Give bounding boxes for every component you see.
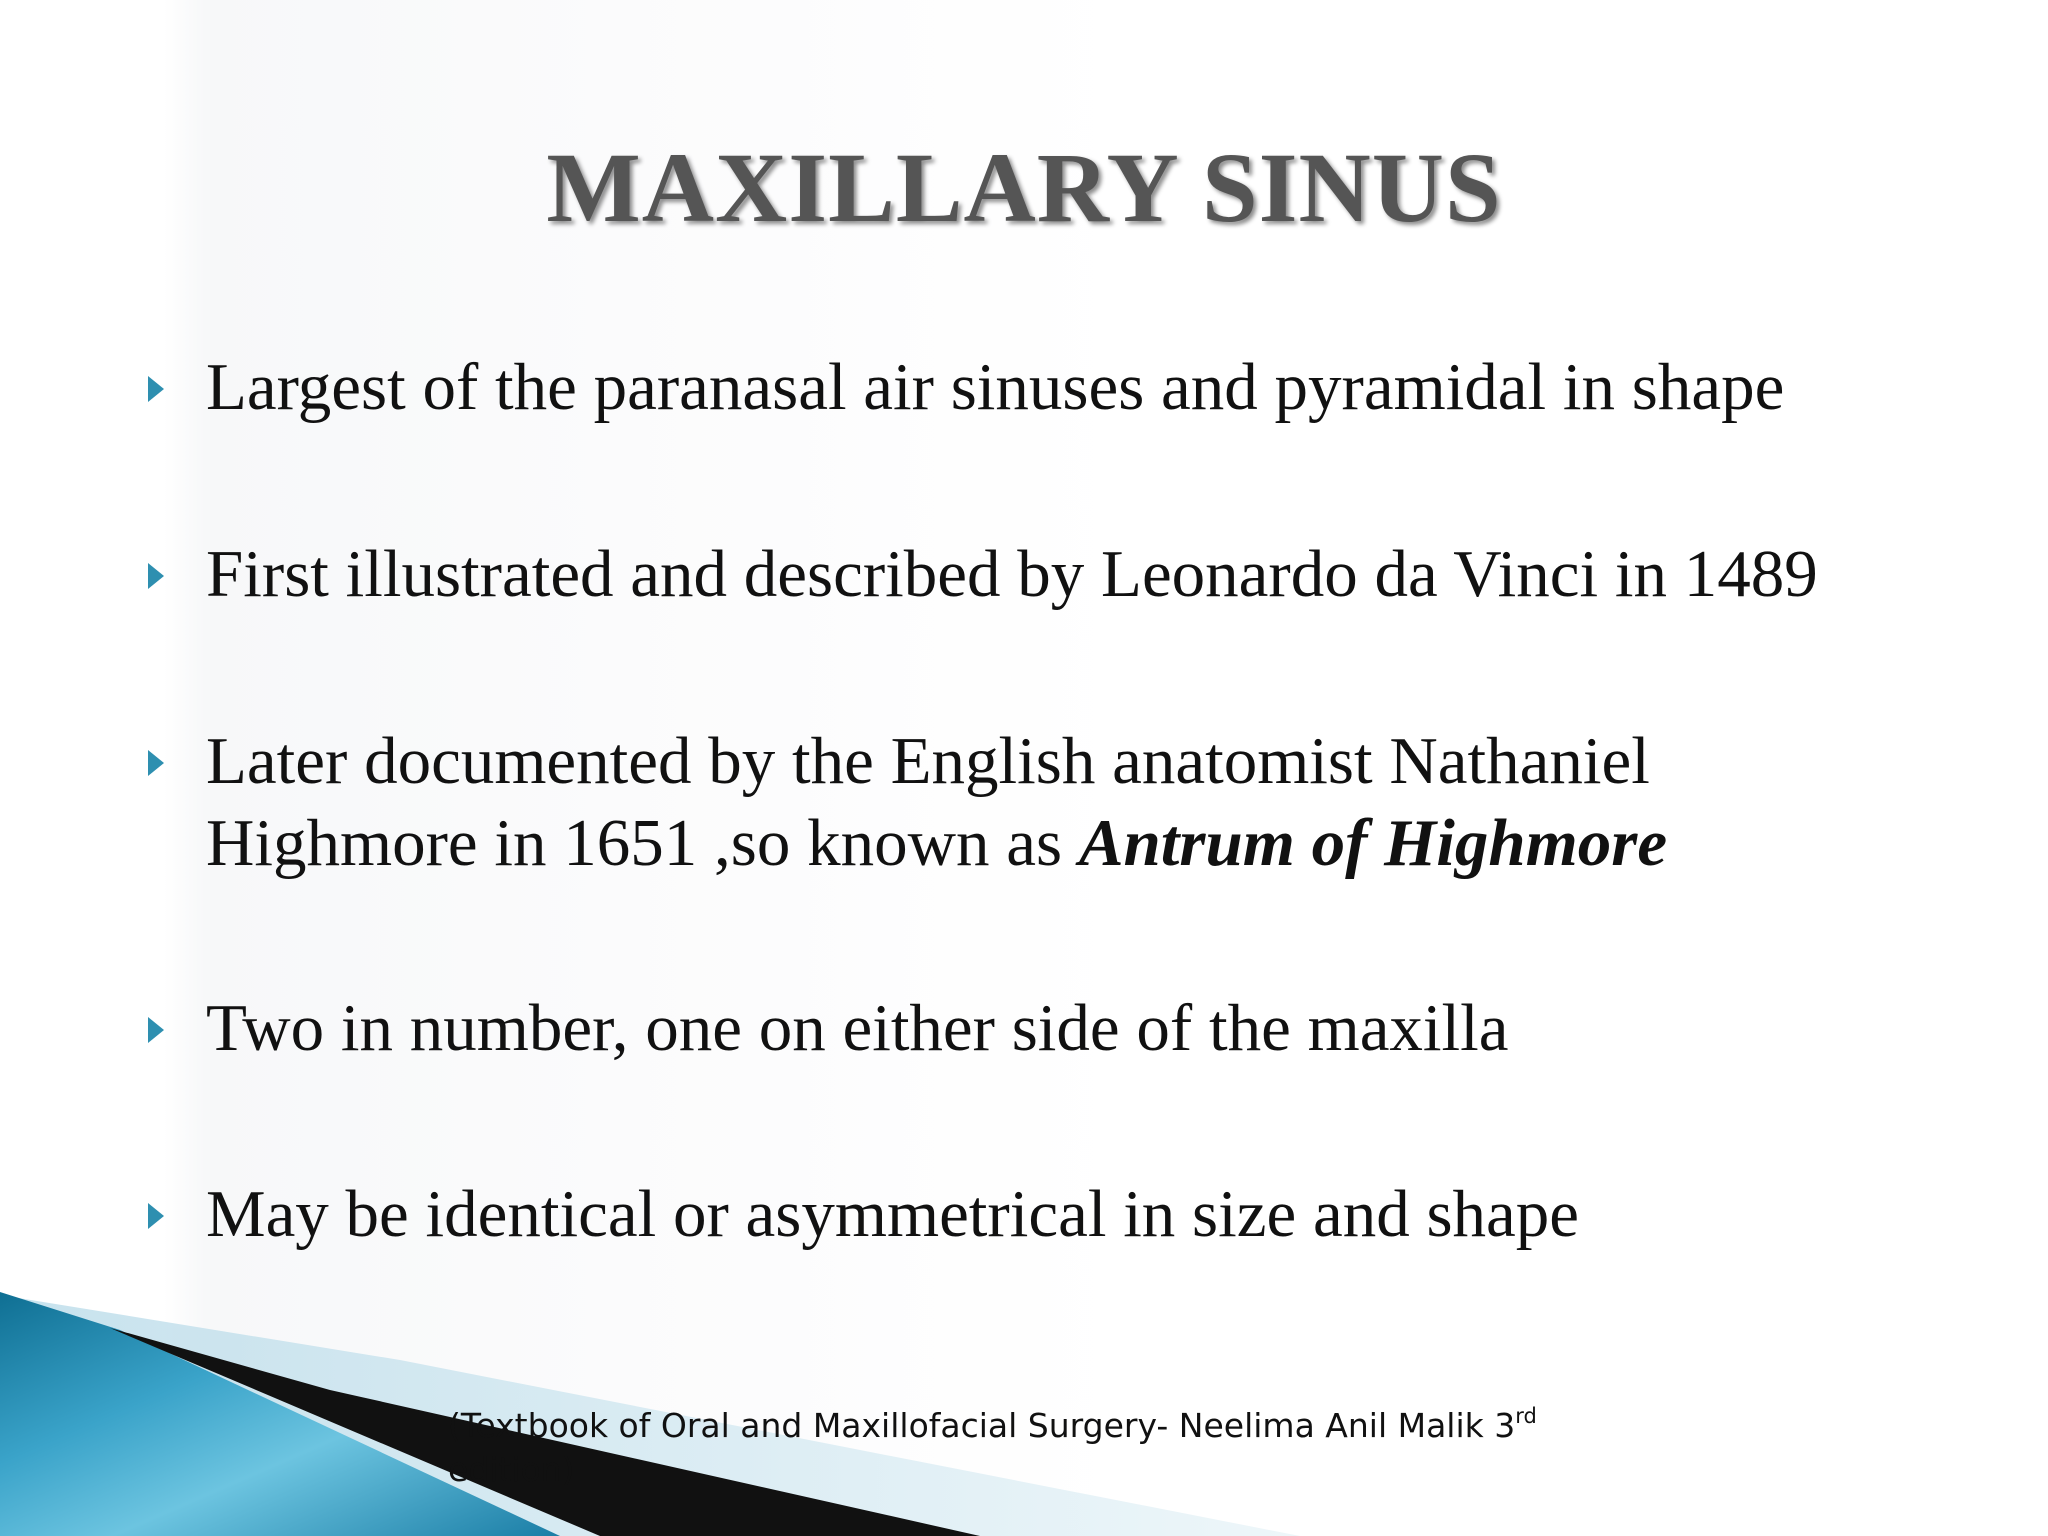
citation-line1: (Textbook of Oral and Maxillofacial Surgery- Neelima Anil Malik 3 [448,1406,1516,1445]
citation [448,1404,1648,1492]
citation-line2: edition) [448,1450,575,1489]
bullet-text: Two in number, one on either side of the maxilla [206,991,1509,1065]
slide-title: MAXILLARY SINUS [546,132,1502,243]
bullet-text: First illustrated and described by Leonardo da Vinci in 1489 [206,537,1818,611]
citation-superscript: rd [1515,1404,1537,1428]
bullet-emphasis: Antrum of Highmore [1078,806,1668,880]
bullet-text: Largest of the paranasal air sinuses and pyramidal in shape [206,350,1785,424]
bullet-text: May be identical or asymmetrical in size and shape [206,1177,1580,1251]
bullet-text-line2: Highmore in 1651 ,so known as [206,806,1079,880]
bullet-text-line1: Later documented by the English anatomist Nathaniel [206,724,1650,798]
